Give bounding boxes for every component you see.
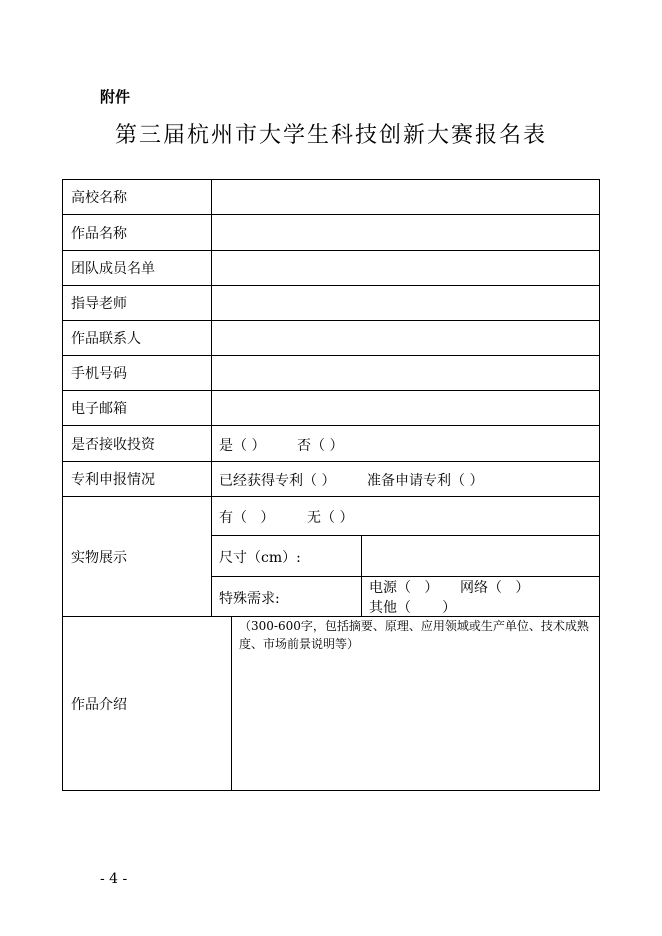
patent-applying-option[interactable]: 准备申请专利（ ） (367, 473, 484, 489)
label-phone: 手机号码 (71, 366, 127, 382)
label-work-name: 作品名称 (71, 225, 127, 242)
size-label: 尺寸（cm）: (219, 550, 301, 566)
phone-field[interactable] (212, 356, 599, 390)
label-school: 高校名称 (71, 190, 127, 206)
label-email: 电子邮箱 (71, 401, 127, 417)
form-title: 第三届杭州市大学生科技创新大赛报名表 (114, 123, 547, 148)
network-option[interactable]: 网络（ ） (460, 580, 530, 596)
other-option[interactable]: 其他（ ） (369, 600, 457, 616)
investment-yes-option[interactable]: 是（ ） (219, 438, 266, 454)
special-needs-label: 特殊需求: (219, 591, 280, 607)
exhibit-none-option[interactable]: 无（ ） (307, 510, 354, 526)
registration-form (62, 179, 600, 791)
exhibit-has-option[interactable]: 有（ ） (219, 510, 275, 526)
label-contact: 作品联系人 (71, 331, 141, 347)
intro-field[interactable] (232, 656, 599, 790)
school-field[interactable] (212, 180, 599, 214)
power-option[interactable]: 电源（ ） (369, 580, 439, 596)
label-exhibit: 实物展示 (71, 549, 127, 566)
label-team-members: 团队成员名单 (71, 261, 155, 277)
team-members-field[interactable] (212, 251, 599, 285)
label-advisor: 指导老师 (71, 296, 127, 312)
size-field[interactable] (362, 536, 599, 576)
label-investment: 是否接收投资 (71, 436, 155, 453)
page-number: - 4 - (100, 871, 128, 887)
work-name-field[interactable] (212, 215, 599, 250)
label-patent: 专利申报情况 (71, 472, 155, 488)
patent-obtained-option[interactable]: 已经获得专利（ ） (219, 473, 336, 489)
intro-hint: （300-600字，包括摘要、原理、应用领域或生产单位、技术成熟度、市场前景说明等） (239, 619, 589, 651)
attachment-label: 附件 (100, 88, 131, 106)
investment-no-option[interactable]: 否（ ） (297, 438, 344, 454)
label-intro: 作品介绍 (71, 696, 127, 713)
contact-field[interactable] (212, 321, 599, 355)
email-field[interactable] (212, 391, 599, 425)
advisor-field[interactable] (212, 286, 599, 320)
